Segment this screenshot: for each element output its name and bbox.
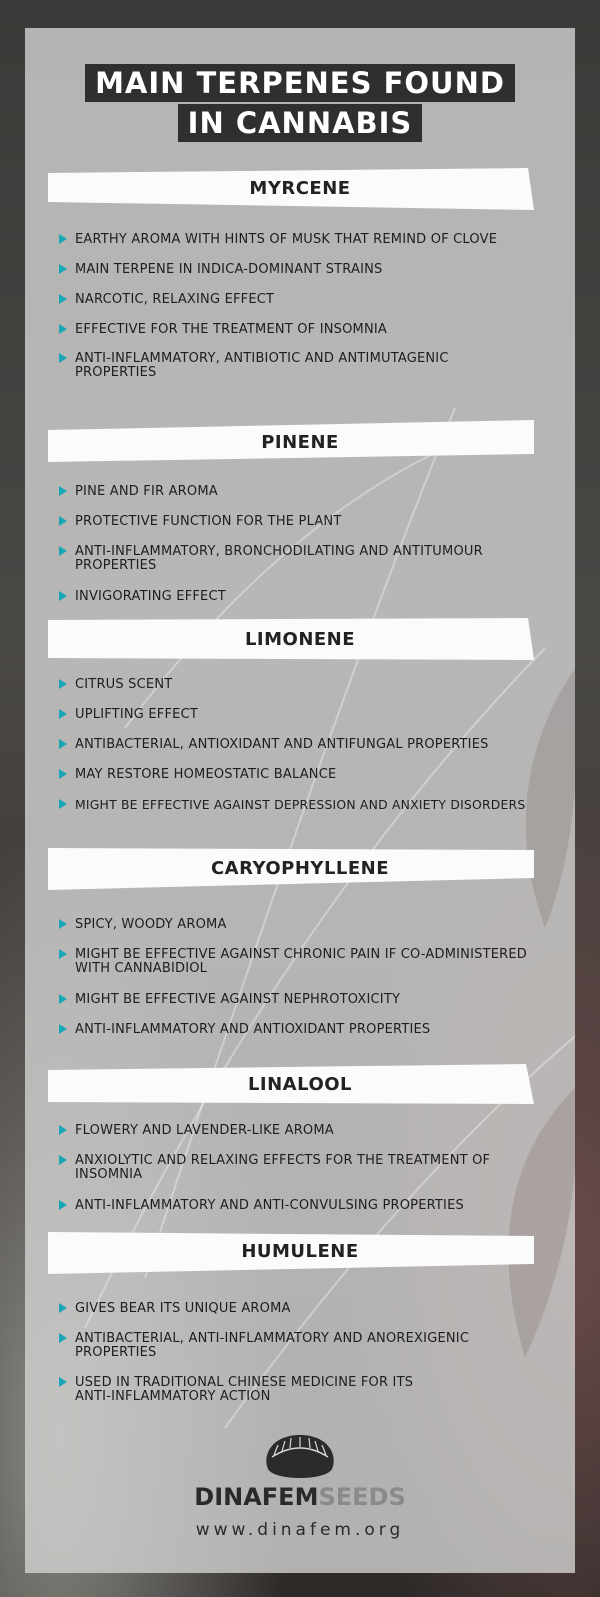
- bullet-arrow-icon: [59, 769, 67, 779]
- website-url[interactable]: www.dinafem.org: [195, 1520, 405, 1540]
- bullet-arrow-icon: [59, 234, 67, 244]
- section-title: LIMONENE: [244, 629, 356, 650]
- bullet-arrow-icon: [59, 1303, 67, 1313]
- bullet-arrow-icon: [59, 294, 67, 304]
- bullet-arrow-icon: [59, 949, 67, 959]
- bullet-arrow-icon: [59, 1155, 67, 1165]
- title-line-2: IN CANNABIS: [178, 104, 423, 142]
- bullet-arrow-icon: [59, 679, 67, 689]
- bullet-arrow-icon: [59, 799, 67, 809]
- bullet-arrow-icon: [59, 324, 67, 334]
- section-title: PINENE: [261, 432, 339, 453]
- bullet-arrow-icon: [59, 709, 67, 719]
- bullet-arrow-icon: [59, 919, 67, 929]
- section-title: CARYOPHYLLENE: [210, 858, 390, 879]
- page-title: [25, 64, 575, 144]
- bullet-arrow-icon: [59, 516, 67, 526]
- brand-logo: [25, 1433, 575, 1487]
- bullet-arrow-icon: [59, 353, 67, 363]
- bullet-arrow-icon: [59, 994, 67, 1004]
- bullet-arrow-icon: [59, 1024, 67, 1034]
- section-title: HUMULENE: [241, 1241, 359, 1262]
- bullet-arrow-icon: [59, 546, 67, 556]
- bullet-arrow-icon: [59, 591, 67, 601]
- brand-name: [25, 1483, 575, 1511]
- section-title: MYRCENE: [249, 178, 351, 199]
- title-line-1: MAIN TERPENES FOUND: [85, 64, 515, 102]
- bullet-arrow-icon: [59, 1125, 67, 1135]
- bullet-arrow-icon: [59, 1200, 67, 1210]
- section-title: LINALOOL: [247, 1074, 353, 1095]
- bullet-arrow-icon: [59, 1333, 67, 1343]
- seed-logo-icon: [260, 1433, 340, 1483]
- infographic-panel: MAIN TERPENES FOUND IN CANNABIS MYRCENE EARTHY AROMA WITH HINTS OF MUSK THAT REMIND OF CLOVE MAIN TERPENE IN INDICA-DOMINANT STRAINS NARCOTIC, RELAXING EFFECT EFFECTIVE FOR THE TREATMENT OF INSOMNIA ANTI-INFLAMMATORY, ANTIBIOTIC AND ANTIMUTAGENIC PROPERTIES PINENE PINE AND FIR AROMA PROTECTIVE FUNCTION FOR THE PLANT ANTI-INFLAMMATORY, BRONCHODILATING AND ANTITUMOUR PROPERTIES INVIGORATING EFFECT LIMONENE CITRUS SCENT UPLIFTING EFFECT ANTIBACTERIAL, ANTIOXIDANT AND ANTIFUNGAL PROPERTIES MAY RESTORE HOMEOSTATIC BALANCE MIGHT BE EFFECTIVE AGAINST DEPRESSION AND ANXIETY DISORDERS CARYOPHYLLENE SPICY, WOODY AROMA MIGHT BE EFFECTIVE AGAINST CHRONIC PAIN IF CO-ADMINISTERED WITH CANNABIDIOL MIGHT BE EFFECTIVE AGAINST NEPHROTOXICITY ANTI-INFLAMMATORY AND ANTIOXIDANT PROPERTIES LINALOOL FLOWERY AND LAVENDER-LIKE AROMA ANXIOLYTIC AND RELAXING EFFECTS FOR THE TREATMENT OF INSOMNIA ANTI-INFLAMMATORY AND ANTI-CONVULSING PROPERTIES HUMULENE GIVES BEAR ITS UNIQUE AROMA ANTIBACTERIAL, ANTI-INFLAMMATORY AND ANOREXIGENIC PROPERTIES USED IN TRADITIONAL CHINESE MEDICINE FOR ITS ANTI-INFLAMMATORY ACTION DINAFEMSEEDS www.dinafem.org: [25, 28, 575, 1573]
- bullet-arrow-icon: [59, 486, 67, 496]
- brand-name-light: SEEDS: [318, 1483, 406, 1511]
- brand-name-dark: DINAFEM: [194, 1483, 319, 1511]
- bullet-arrow-icon: [59, 739, 67, 749]
- bullet-arrow-icon: [59, 1377, 67, 1387]
- bullet-arrow-icon: [59, 264, 67, 274]
